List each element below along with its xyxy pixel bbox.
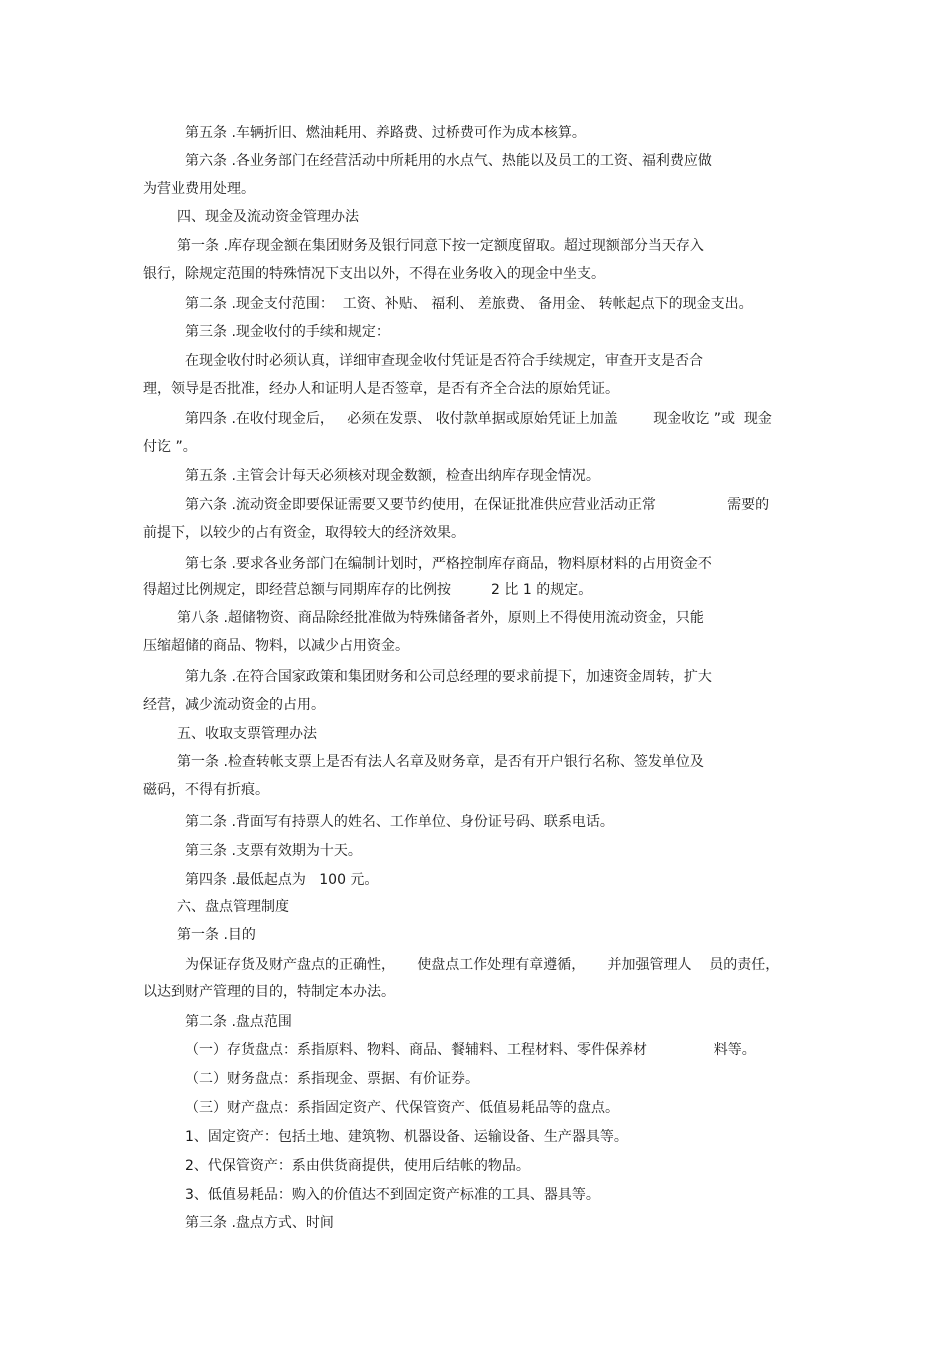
list-item: （二）财务盘点：系指现金、票据、有价证券。 [185,1071,479,1087]
text-line: 第九条 .在符合国家政策和集团财务和公司总经理的要求前提下，加速资金周转，扩大 [185,669,712,685]
list-item: 2、代保管资产：系由供货商提供，使用后结帐的物品。 [185,1158,530,1174]
text-line: 第三条 .支票有效期为十天。 [185,843,362,859]
text-line: 第三条 .盘点方式、时间 [185,1215,334,1231]
section-heading: 五、收取支票管理办法 [177,726,317,742]
text-line: 为保证存货及财产盘点的正确性， 使盘点工作处理有章遵循， 并加强管理人 员的责任， [185,957,780,973]
text-line: 第四条 .在收付现金后， 必须在发票、 收付款单据或原始凭证上加盖 现金收讫 ”或 现金 [185,411,772,427]
list-item: （一）存货盘点：系指原料、物料、商品、餐辅料、工程材料、零件保养材 料等。 [185,1042,756,1058]
text-line: 第五条 .主管会计每天必须核对现金数额，检查出纳库存现金情况。 [185,468,600,484]
list-item: （三）财产盘点：系指固定资产、代保管资产、低值易耗品等的盘点。 [185,1100,619,1116]
text-line: 第五条 .车辆折旧、燃油耗用、养路费、过桥费可作为成本核算。 [185,125,586,141]
text-line: 第三条 .现金收付的手续和规定： [185,324,390,340]
text-line: 第七条 .要求各业务部门在编制计划时，严格控制库存商品，物料原材料的占用资金不 [185,556,712,572]
section-heading: 六、盘点管理制度 [177,899,289,915]
text-line: 第二条 .现金支付范围： 工资、补贴、 福利、 差旅费、 备用金、 转帐起点下的现金支出。 [185,296,753,312]
text-line: 得超过比例规定，即经营总额与同期库存的比例按 2 比 1 的规定。 [143,582,593,598]
list-item: 3、低值易耗品：购入的价值达不到固定资产标准的工具、器具等。 [185,1187,600,1203]
list-item: 1、固定资产：包括土地、建筑物、机器设备、运输设备、生产器具等。 [185,1129,628,1145]
text-line: 第六条 .各业务部门在经营活动中所耗用的水点气、热能以及员工的工资、福利费应做 [185,153,712,169]
text-line: 压缩超储的商品、物料，以减少占用资金。 [143,638,409,654]
text-line: 第八条 .超储物资、商品除经批准做为特殊储备者外，原则上不得使用流动资金，只能 [177,610,704,626]
text-line: 第一条 .目的 [177,927,256,943]
section-heading: 四、现金及流动资金管理办法 [177,209,359,225]
text-line: 为营业费用处理。 [143,181,255,197]
text-line: 第二条 .盘点范围 [185,1014,292,1030]
text-line: 第一条 .检查转帐支票上是否有法人名章及财务章，是否有开户银行名称、签发单位及 [177,754,704,770]
text-line: 经营，减少流动资金的占用。 [143,697,325,713]
text-line: 付讫 ”。 [143,439,197,455]
text-line: 以达到财产管理的目的，特制定本办法。 [143,984,395,1000]
text-line: 理，领导是否批准，经办人和证明人是否签章，是否有齐全合法的原始凭证。 [143,381,619,397]
text-line: 前提下，以较少的占有资金，取得较大的经济效果。 [143,525,465,541]
text-line: 第六条 .流动资金即要保证需要又要节约使用，在保证批准供应营业活动正常 需要的 [185,497,770,513]
text-line: 磁码，不得有折痕。 [143,782,269,798]
text-line: 第四条 .最低起点为 100 元。 [185,872,379,888]
text-line: 第二条 .背面写有持票人的姓名、工作单位、身份证号码、联系电话。 [185,814,614,830]
text-line: 银行，除规定范围的特殊情况下支出以外，不得在业务收入的现金中坐支。 [143,266,605,282]
text-line: 在现金收付时必须认真，详细审查现金收付凭证是否符合手续规定，审查开支是否合 [185,353,703,369]
text-line: 第一条 .库存现金额在集团财务及银行同意下按一定额度留取。超过现额部分当天存入 [177,238,704,254]
